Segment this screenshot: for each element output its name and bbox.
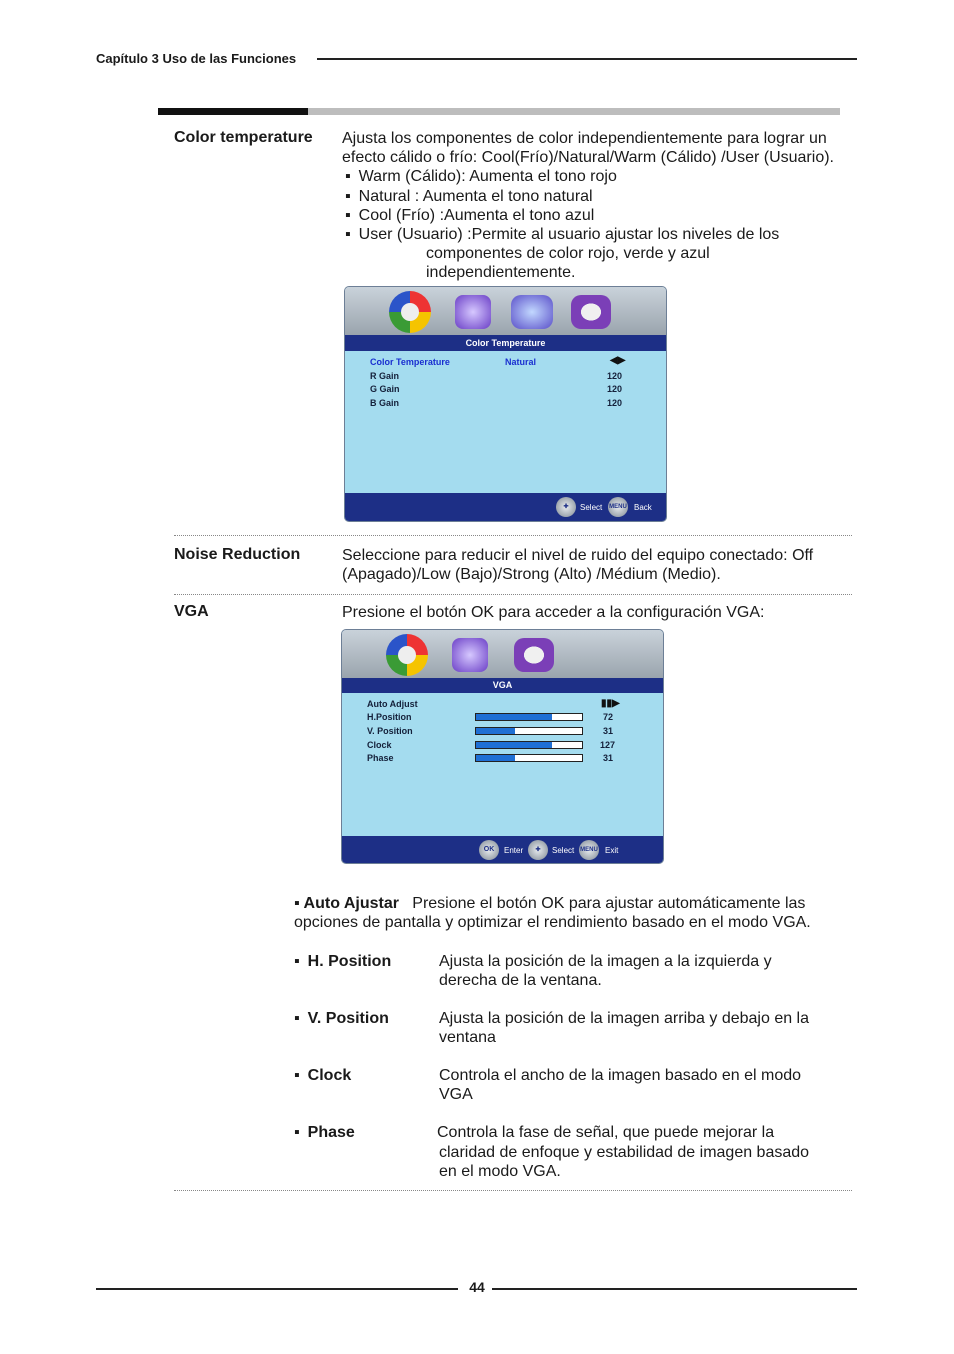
osd-row-v-position-value: 31 (603, 726, 614, 736)
color-temperature-desc-2: efecto cálido o frío: Cool(Frío)/Natural/Warm (Cálido) /User (Usuario). (342, 149, 834, 166)
picture-icon-center (398, 646, 416, 664)
vga-desc: Presione el botón OK para acceder a la configuración VGA: (342, 604, 765, 621)
phase-desc-1: Controla la fase de señal, que puede mejorar la (437, 1124, 775, 1141)
satellite-settings-icon (511, 295, 553, 329)
phase-title: ▪ Phase (294, 1123, 355, 1142)
phase-desc-2: claridad de enfoque y estabilidad de imagen basado (439, 1144, 810, 1161)
navigation-pad-icon: ✚ (556, 497, 576, 517)
bullet-cool: ▪ Cool (Frío) :Aumenta el tono azul (345, 206, 594, 225)
h-position-slider[interactable] (475, 713, 583, 721)
clock-desc-2: VGA (439, 1086, 473, 1103)
color-temperature-desc-1: Ajusta los componentes de color independientemente para lograr un (342, 130, 827, 147)
v-position-desc-1: Ajusta la posición de la imagen arriba y debajo en la (439, 1010, 810, 1027)
osd-color-title: Color Temperature (345, 335, 666, 351)
phase-desc-3: en el modo VGA. (439, 1163, 561, 1180)
color-temperature-label: Color temperature (174, 129, 313, 146)
v-position-desc-2: ventana (439, 1029, 496, 1046)
bullet-user: ▪ User (Usuario) :Permite al usuario ajustar los niveles de los (345, 225, 779, 244)
footer-rule-right (492, 1288, 857, 1290)
h-position-desc-2: derecha de la ventana. (439, 972, 602, 989)
osd-select-label: Select (552, 846, 575, 855)
clock-fill (476, 742, 552, 748)
v-position-title: ▪ V. Position (294, 1009, 389, 1028)
bullet-natural: ▪ Natural : Aumenta el tono natural (345, 187, 593, 206)
noise-reduction-desc-2: (Apagado)/Low (Bajo)/Strong (Alto) /Médium (Medio). (342, 566, 721, 583)
osd-row-color-temperature-value: Natural (505, 357, 537, 367)
section-bar-light (308, 108, 840, 115)
osd-row-phase[interactable]: Phase (367, 753, 394, 763)
bullet-warm: ▪ Warm (Cálido): Aumenta el tono rojo (345, 167, 617, 186)
osd-row-auto-adjust[interactable]: Auto Adjust (367, 699, 418, 709)
osd-row-clock[interactable]: Clock (367, 740, 392, 750)
audio-settings-icon (452, 638, 488, 672)
noise-reduction-label: Noise Reduction (174, 546, 301, 563)
h-position-desc-1: Ajusta la posición de la imagen a la izquierda y (439, 953, 772, 970)
osd-back-label: Back (634, 503, 652, 512)
clock-slider[interactable] (475, 741, 583, 749)
bullet-user-cont-2: independientemente. (426, 264, 576, 281)
auto-adjust-line-1: ▪ Auto Ajustar Presione el botón OK para ajustar automáticamente las (294, 895, 806, 912)
bullet-user-cont-1: componentes de color rojo, verde y azul (426, 245, 710, 262)
enter-arrow-icon[interactable]: ▮▮▶ (601, 698, 620, 709)
osd-row-b-gain-value: 120 (607, 398, 623, 408)
ok-button-icon: OK (479, 840, 499, 860)
osd-row-h-position[interactable]: H.Position (367, 712, 412, 722)
osd-row-clock-value: 127 (600, 740, 616, 750)
v-position-fill (476, 728, 515, 734)
left-right-arrows-icon[interactable]: ◀▶ (610, 355, 626, 366)
audio-settings-icon (455, 295, 491, 329)
osd-select-label: Select (580, 503, 603, 512)
osd-vga-footer (342, 836, 663, 863)
clock-title: ▪ Clock (294, 1066, 351, 1085)
auto-adjust-title: Auto Ajustar (303, 895, 399, 912)
footer-rule-left (96, 1288, 458, 1290)
setup-settings-icon (571, 295, 611, 329)
osd-row-phase-value: 31 (603, 753, 614, 763)
osd-color-temperature (345, 287, 666, 521)
osd-row-g-gain[interactable]: G Gain (370, 384, 400, 394)
osd-row-v-position[interactable]: V. Position (367, 726, 413, 736)
osd-color-footer (345, 493, 666, 521)
divider-2 (174, 594, 852, 595)
phase-fill (476, 755, 515, 761)
osd-vga-title: VGA (342, 678, 663, 693)
phase-slider[interactable] (475, 754, 583, 762)
picture-icon-center (401, 303, 419, 321)
osd-row-h-position-value: 72 (603, 712, 614, 722)
osd-vga (342, 630, 663, 863)
clock-desc-1: Controla el ancho de la imagen basado en el modo (439, 1067, 802, 1084)
divider-3 (174, 1190, 852, 1191)
vga-label: VGA (174, 603, 209, 620)
setup-settings-icon (514, 638, 554, 672)
navigation-pad-icon: ✚ (528, 840, 548, 860)
osd-exit-label: Exit (605, 846, 619, 855)
h-position-title: ▪ H. Position (294, 952, 391, 971)
v-position-slider[interactable] (475, 727, 583, 735)
noise-reduction-desc-1: Seleccione para reducir el nivel de ruido del equipo conectado: Off (342, 547, 814, 564)
divider-1 (174, 535, 852, 536)
menu-button-icon: MENU (579, 840, 599, 860)
header-rule (317, 58, 857, 60)
osd-row-g-gain-value: 120 (607, 384, 623, 394)
osd-icon-bar (345, 287, 666, 335)
h-position-fill (476, 714, 552, 720)
osd-enter-label: Enter (504, 846, 524, 855)
osd-row-color-temperature[interactable]: Color Temperature (370, 357, 450, 367)
menu-button-icon: MENU (608, 497, 628, 517)
osd-row-r-gain-value: 120 (607, 371, 623, 381)
section-bar-dark (158, 108, 308, 115)
osd-vga-icon-bar (342, 630, 663, 678)
auto-adjust-desc-1: Presione el botón OK para ajustar automáticamente las (412, 895, 806, 912)
auto-adjust-desc-2: opciones de pantalla y optimizar el rendimiento basado en el modo VGA. (294, 914, 811, 931)
chapter-title: Capítulo 3 Uso de las Funciones (96, 51, 297, 66)
page-number: 44 (469, 1279, 485, 1295)
osd-row-r-gain[interactable]: R Gain (370, 371, 400, 381)
osd-row-b-gain[interactable]: B Gain (370, 398, 400, 408)
